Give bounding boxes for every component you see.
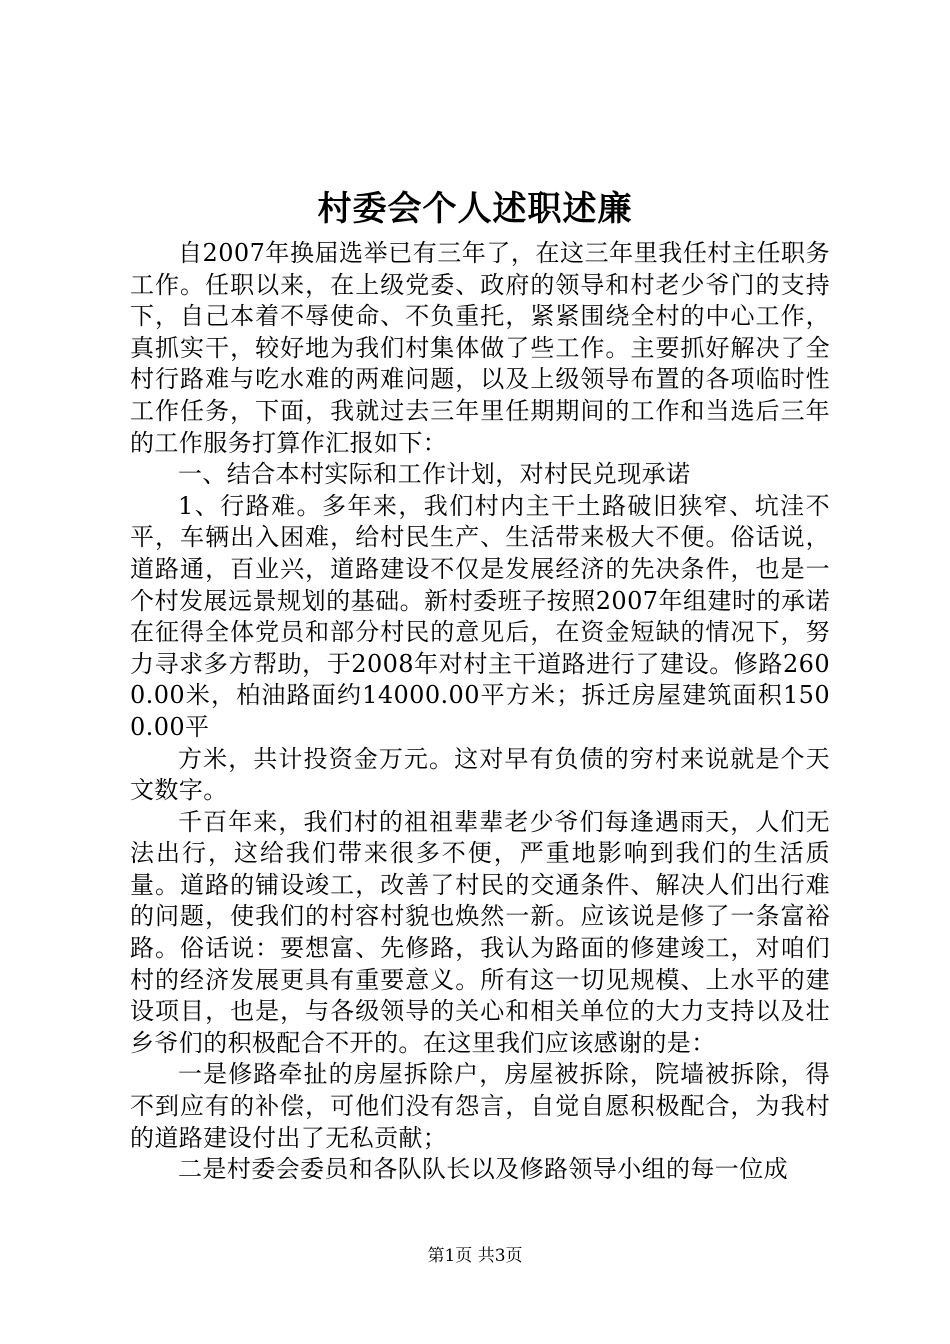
paragraph-road-difficulty: 1、行路难。多年来，我们村内主干土路破旧狭窄、坑洼不平，车辆出入困难，给村民生产、生活带来极大不便。俗话说，道路通，百业兴，道路建设不仅是发展经济的先决条件，也是一个村发展远景规划的基础。新村委班子按照2007年组建时的承诺在征得全体党员和部分村民的意见后，在资金短缺的情况下，努力寻求多方帮助，于2008年对村主干道路进行了建设。修路2600.00米，柏油路面约14000.00平方米；拆迁房屋建筑面积1500.00平 [130, 491, 830, 741]
document-body [130, 238, 830, 1186]
paragraph-intro: 自2007年换届选举已有三年了，在这三年里我任村主任职务工作。任职以来，在上级党委、政府的领导和村老少爷门的支持下，自己本着不辱使命、不负重托，紧紧围绕全村的中心工作，真抓实干，较好地为我们村集体做了些工作。主要抓好解决了全村行路难与吃水难的两难问题，以及上级领导布置的各项临时性工作任务，下面，我就过去三年里任期期间的工作和当选后三年的工作服务打算作汇报如下： [130, 239, 830, 457]
paragraph-investment: 方米，共计投资金万元。这对早有负债的穷村来说就是个天文数字。 [130, 744, 830, 805]
paragraph-thanks-one: 一是修路牵扯的房屋拆除户，房屋被拆除，院墙被拆除，得不到应有的补偿，可他们没有怨言，自觉自愿积极配合，为我村的道路建设付出了无私贡献； [130, 1060, 830, 1152]
page-footer: 第1页 共3页 [427, 1246, 523, 1266]
document-title: 村委会个人述职述廉 [317, 189, 633, 229]
section-heading-1: 一、结合本村实际和工作计划，对村民兑现承诺 [178, 460, 691, 489]
paragraph-thanks-two: 二是村委会委员和各队队长以及修路领导小组的每一位成 [178, 1155, 788, 1184]
paragraph-history: 千百年来，我们村的祖祖辈辈老少爷们每逢遇雨天，人们无法出行，这给我们带来很多不便，严重地影响到我们的生活质量。道路的铺设竣工，改善了村民的交通条件、解决人们出行难的问题，使我们的村容村貌也焕然一新。应该说是修了一条富裕路。俗话说：要想富、先修路，我认为路面的修建竣工，对咱们村的经济发展更具有重要意义。所有这一切见规模、上水平的建设项目，也是，与各级领导的关心和相关单位的大力支持以及壮乡爷们的积极配合不开的。在这里我们应该感谢的是： [130, 807, 830, 1057]
